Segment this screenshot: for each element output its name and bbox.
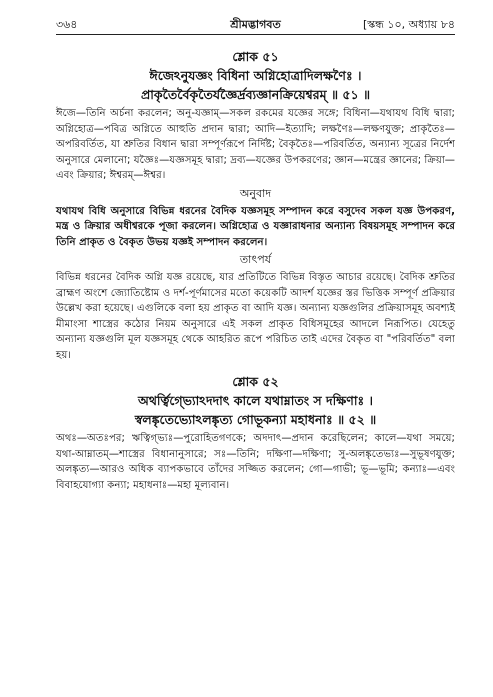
- book-title: শ্রীমদ্ভাগবত: [230, 18, 281, 31]
- purport-heading: তাৎপর্য: [239, 253, 272, 266]
- sloka-52-word-meanings: অথঃ—অতঃপর; ঋত্বিগ্ভ্যঃ—পুরোহিতগণকে; অদদাৎ—প্রদান করেছিলেন; কালে—যথা সময়ে; যথা-আম্নাতম্‌—শাস্ত্রের বিধানানুসারে; সঃ—তিনি; দক্ষিণা—দক্ষিণা; সু-অলঙ্কৃতেভ্যঃ—সুভূষণযুক্ত; অলঙ্কৃত্য—আরও অধিক ব্যাপকভাবে তাঁদের সজ্জিত করলেন; গো—গাভী; ভূ—ভূমি; কন্যাঃ—এবং বিবাহযোগ্যা কন্যা; মহাধনাঃ—মহা মূল্যবান।: [56, 433, 455, 491]
- sloka-51-verse-line-1: ঈজেঽনুযজ্ঞং বিধিনা অগ্নিহোত্রাদিলক্ষণৈঃ ।: [149, 68, 362, 83]
- sloka-51-purport: বিভিন্ন ধরনের বৈদিক অগ্নি যজ্ঞ রয়েছে, যার প্রতিটিতে বিভিন্ন বিস্তৃত আচার রয়েছে। বৈদিক শ্রুতির ব্রাহ্মণ অংশে জ্যোতিষ্টোম ও দর্শ-পূর্ণমাসের মতো কয়েকটি আদর্শ যজ্ঞের স্তর ভিত্তিক সম্পূর্ণ প্রক্রিয়ার উল্লেখ করা হয়েছে। এগুলিকে বলা হয় প্রাকৃত বা আদি যজ্ঞ। অন্যান্য যজ্ঞগুলির প্রক্রিয়াসমূহ অবশ্যই মীমাংসা শাস্ত্রের কঠোর নিয়ম অনুসারে এই সকল প্রাকৃত বিধিসমূহের আদলে নিরূপিত। যেহেতু অন্যান্য যজ্ঞগুলি মূল যজ্ঞসমূহ থেকে আহরিত রূপে পরিচিত তাই এদের বৈকৃত বা "পরিবর্তিত" বলা হয়।: [56, 272, 455, 361]
- sloka-52-title: শ্লোক ৫২: [232, 374, 279, 389]
- header-divider: [56, 34, 455, 35]
- translation-heading: অনুবাদ: [239, 186, 272, 200]
- sloka-51-verse-line-2: প্রাকৃতৈর্বৈকৃতৈর্যজ্ঞৈর্দ্রব্যজ্ঞানক্রিয়েশ্বরম্‌ ॥ ৫১ ॥: [140, 87, 371, 102]
- chapter-reference: [স্কন্ধ ১০, অধ্যায় ৮৪: [362, 18, 455, 31]
- sloka-51-title: শ্লোক ৫১: [232, 49, 279, 64]
- sloka-51-word-meanings: ঈজে—তিনি অর্চনা করলেন; অনু-যজ্ঞাম্‌—সকল রকমের যজ্ঞের সঙ্গে; বিধিনা—যথাযথ বিধি দ্বারা; অগ্নিহোত্র—পবিত্র অগ্নিতে আহুতি প্রদান দ্বারা; আদি—ইত্যাদি; লক্ষণৈঃ—লক্ষণযুক্ত; প্রাকৃতৈঃ—অপরিবর্তিত, যা শ্রুতির বিধান দ্বারা সম্পূর্ণরূপে নির্দিষ্ট; বৈকৃতৈঃ—পরিবর্তিত, অন্যান্য সূত্রের নির্দেশ অনুসারে মেলানো; যজ্ঞৈঃ—যজ্ঞসমূহ দ্বারা; দ্রব্য—যজ্ঞের উপকরণের; জ্ঞান—মন্ত্রের জ্ঞানের; ক্রিয়া—এবং ক্রিয়ার; ঈশ্বরম্‌—ঈশ্বর।: [56, 108, 455, 181]
- sloka-51-translation: যথাযথ বিধি অনুসারে বিভিন্ন ধরনের বৈদিক যজ্ঞসমূহ সম্পাদন করে বসুদেব সকল যজ্ঞ উপকরণ, মন্ত্র ও ক্রিয়ার অধীশ্বরকে পূজা করলেন। অগ্নিহোত্র ও যজ্ঞারাধনার অন্যান্য বিষয়সমূহ সম্পাদন করে তিনি প্রাকৃত ও বৈকৃত উভয় যজ্ঞই সম্পাদন করলেন।: [56, 205, 455, 248]
- running-header: [56, 16, 455, 32]
- sloka-52-verse-line-1: অথর্ত্বিগ্ভ্যোঽদদাৎ কালে যথাম্নাতং স দক্ষিণাঃ ।: [138, 393, 373, 408]
- page-number: ৩৬৪: [56, 18, 78, 31]
- page-content: [56, 48, 455, 495]
- sloka-52-verse-line-2: স্বলঙ্কৃতেভ্যোঽলঙ্কৃত্য গোভূকন্যা মহাধনাঃ ॥ ৫২ ॥: [134, 412, 377, 427]
